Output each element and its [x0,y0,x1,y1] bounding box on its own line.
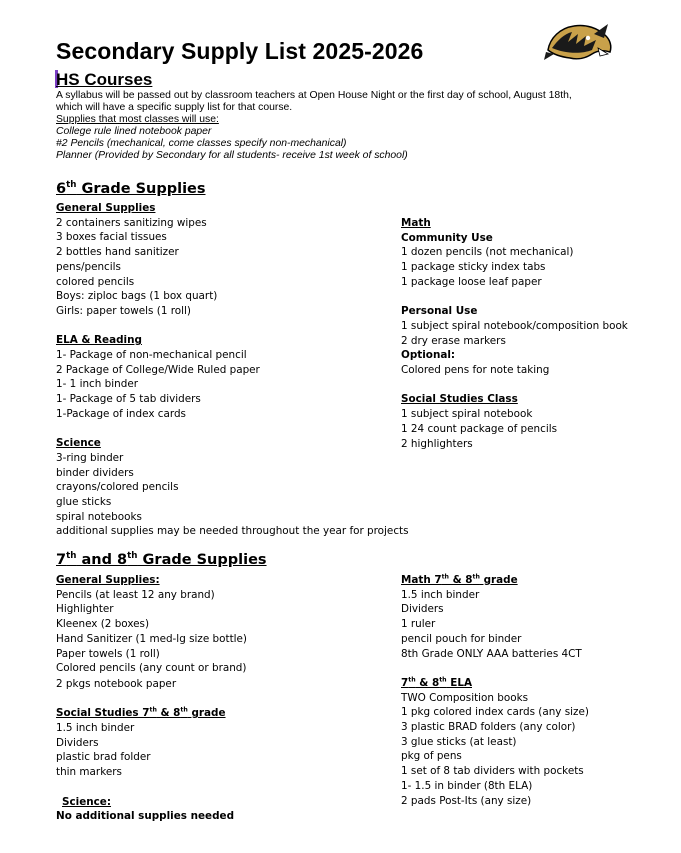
list-item: pens/pencils [56,260,121,273]
list-item: 1 set of 8 tab dividers with pockets [401,765,584,778]
section-label: Science [56,437,101,450]
section-label: Social Studies Class [401,393,518,406]
list-item: 2 highlighters [401,437,473,450]
list-item: Paper towels (1 roll) [56,647,160,660]
list-item: Colored pens for note taking [401,364,550,377]
list-item: Boys: ziploc bags (1 box quart) [56,290,218,303]
grade-6-right-column [401,216,628,451]
list-item: 2 dry erase markers [401,334,506,347]
list-item: 8th Grade ONLY AAA batteries 4CT [401,647,582,660]
science-note: No additional supplies needed [56,810,235,823]
grade-7-8-left-column [56,573,247,824]
list-item: crayons/colored pencils [56,481,179,494]
list-item: 1 ruler [401,618,436,631]
list-item: Colored pencils (any count or brand) [56,662,247,675]
list-item: pkg of pens [401,750,462,763]
section-label: ELA & Reading [56,334,142,347]
list-item: thin markers [56,766,122,779]
list-item: Kleenex (2 boxes) [56,618,150,631]
list-item: additional supplies may be needed throughout the year for projects [56,525,409,538]
list-item: 1 dozen pencils (not mechanical) [401,246,574,259]
list-item: colored pencils [56,275,135,288]
list-item: College rule lined notebook paper [56,126,212,138]
tiger-mascot-icon [542,20,614,62]
hs-courses-block [56,90,572,163]
list-item: 1.5 inch binder [401,588,480,601]
section-label: General Supplies: [56,574,160,586]
grade-6-left-column [56,201,409,539]
grade-7-8-heading: 7th and 8th Grade Supplies [56,551,267,568]
list-item: 1- Package of 5 tab dividers [56,393,201,406]
list-item: 3 boxes facial tissues [56,231,167,244]
list-item: TWO Composition books [401,691,529,704]
list-item: pencil pouch for binder [401,632,522,645]
list-item: Girls: paper towels (1 roll) [56,304,191,317]
list-item: plastic brad folder [56,751,151,764]
grade-7-8-right-column [401,573,589,808]
list-item: Pencils (at least 12 any brand) [56,588,215,601]
section-label: Math 7th & 8th grade [401,573,518,586]
list-item: glue sticks [56,496,112,509]
page-title: Secondary Supply List 2025-2026 [56,38,424,64]
section-label: Science: [62,795,112,808]
list-item: 1- 1.5 in binder (8th ELA) [401,779,533,792]
subsection-label: Optional: [401,349,456,362]
list-item: 3 glue sticks (at least) [401,735,517,748]
list-item: 2 pkgs notebook paper [56,677,177,690]
hs-intro-line-1: A syllabus will be passed out by classroom teachers at Open House Night or the first day of school, August 18th, [56,90,572,101]
list-item: spiral notebooks [56,510,142,523]
list-item: Highlighter [56,603,114,616]
list-item: Planner (Provided by Secondary for all students- receive 1st week of school) [56,150,408,162]
list-item: #2 Pencils (mechanical, come classes specify non-mechanical) [56,138,347,150]
list-item: 1- 1 inch binder [56,378,138,391]
list-item: 1-Package of index cards [56,407,186,420]
section-label: General Supplies [56,202,156,214]
list-item: 3 plastic BRAD folders (any color) [401,721,576,734]
list-item: 1 subject spiral notebook [401,408,533,421]
list-item: Hand Sanitizer (1 med-lg size bottle) [56,632,247,645]
list-item: 2 containers sanitizing wipes [56,216,207,229]
list-item: 2 bottles hand sanitizer [56,246,179,259]
list-item: 1 24 count package of pencils [401,422,558,435]
list-item: 1 subject spiral notebook/composition book [401,319,628,332]
section-label: Math [401,217,431,229]
section-label: 7th & 8th ELA [401,676,472,689]
hs-courses-heading: HS Courses [56,70,153,89]
list-item: 1 package loose leaf paper [401,275,542,288]
hs-intro-line-2: which will have a specific supply list for that course. [56,102,293,114]
list-item: Dividers [56,736,99,749]
grade-6-heading: 6th Grade Supplies [56,180,206,197]
section-label: Social Studies 7th & 8th grade [56,706,226,720]
list-item: 1.5 inch binder [56,722,135,735]
subsection-label: Community Use [401,231,493,244]
list-item: 2 pads Post-Its (any size) [401,794,532,807]
list-item: 1- Package of non-mechanical pencil [56,349,247,362]
list-item: 1 pkg colored index cards (any size) [401,706,589,719]
hs-most-classes-label: Supplies that most classes will use: [56,114,219,126]
list-item: Dividers [401,603,444,616]
list-item: binder dividers [56,466,134,479]
list-item: 3-ring binder [56,451,124,464]
list-item: 1 package sticky index tabs [401,261,546,274]
subsection-label: Personal Use [401,305,478,318]
list-item: 2 Package of College/Wide Ruled paper [56,363,260,376]
